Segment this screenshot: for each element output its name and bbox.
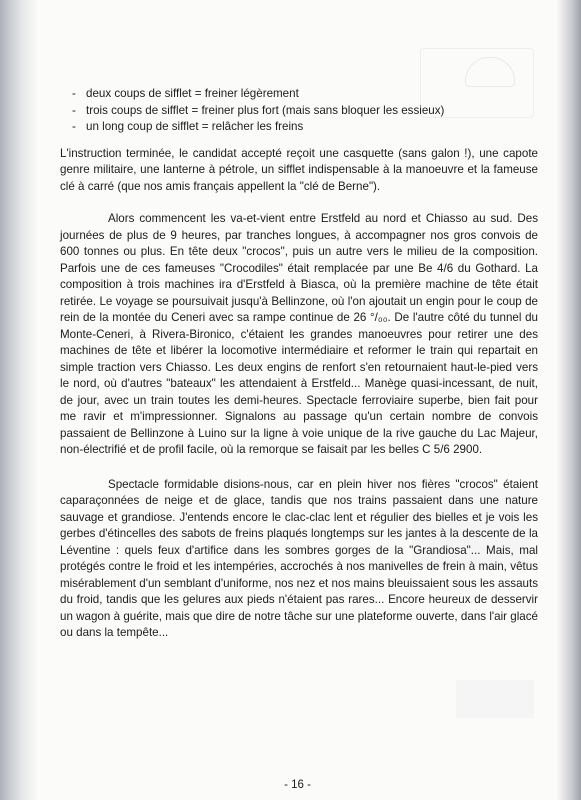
paragraph: L'instruction terminée, le candidat accepté reçoit une casquette (sans galon !), une capote genre militaire, une lanterne à pétrole, un sifflet indispensable à la manoeuvre et la fameuse clé à carré (que nos amis français appellent la "clé de Berne"). xyxy=(60,146,538,193)
paragraph: Alors commencent les va-et-vient entre Erstfeld au nord et Chiasso au sud. Des journées de plus de 9 heures, par tranches longues, à accompagner nos gros convois de 600 tonnes ou plus. En tête deux "crocos", puis un autre vers le milieu de la composition. Parfois une de ces fameuses "Crocodiles" était remplacée par une Be 4/6 du Gothard. La composition à trois machines ira d'Erstfeld à Biasca, où la première machine de tête était retirée. Le voyage se poursuivait jusqu'à Bellinzone, où l'on ajoutait un engin pour le coup de rein de la montée du Ceneri avec sa rampe continue de 26 °/₀₀. De l'autre côté du tunnel du Monte-Ceneri, à Rivera-Bironico, c'étaient les grandes manoeuvres pour retirer une des machines de tête et libérer la locomotive intermédiaire et reformer le train qui repartait en simple traction vers Chiasso. Les deux engins de renfort s'en retournaient haut-le-pied vers le nord, où d'autres "bateaux" les attendaient à Erstfeld... Manège quasi-incessant, de nuit, de jour, avec un train toutes les demi-heures. Spectacle ferroviaire superbe, bien fait pour me ravir et m'impressionner. Signalons au passage qu'un certain nombre de convois passaient de Bellinzone à Luino sur la ligne à voie unique de la rive gauche du Lac Majeur, non-électrifié et de profil facile, où la remorque se faisait par les belles C 5/6 2900. xyxy=(60,212,538,456)
whistle-signal-list xyxy=(60,86,538,136)
body-text xyxy=(60,86,538,642)
scan-shadow-left xyxy=(0,0,40,800)
bleed-through-block xyxy=(456,680,534,718)
page-number: - 16 - xyxy=(284,779,311,791)
list-item: - un long coup de sifflet = relâcher les freins xyxy=(72,119,538,136)
document-page xyxy=(40,0,555,800)
scan-shadow-right xyxy=(555,0,581,800)
list-item: - deux coups de sifflet = freiner légèrement xyxy=(72,86,538,103)
paragraph: Spectacle formidable disions-nous, car en plein hiver nos fières "crocos" étaient caparaçonnées de neige et de glace, tandis que nos trains passaient dans une nature sauvage et grandiose. J'entends encore le clac-clac lent et régulier des bielles et je vois les gerbes d'étincelles des sabots de freins plaqués longtemps sur les jantes à la descente de la Léventine : quels feux d'artifice dans les sombres gorges de la "Grandiosa"... Mais, mal protégés contre le froid et les intempéries, accrochés à nos manivelles de frein à main, vêtus misérablement d'un semblant d'uniforme, nos nez et nos mains bleuissaient sous les assauts du froid, tandis que les gelures aux pieds n'étaient pas rares... Encore heureux de desservir un wagon à guérite, mais que dire de notre tâche sur une plateforme ouverte, dans l'air glacé ou dans la tempête... xyxy=(60,477,538,639)
list-item: - trois coups de sifflet = freiner plus fort (mais sans bloquer les essieux) xyxy=(72,103,538,120)
